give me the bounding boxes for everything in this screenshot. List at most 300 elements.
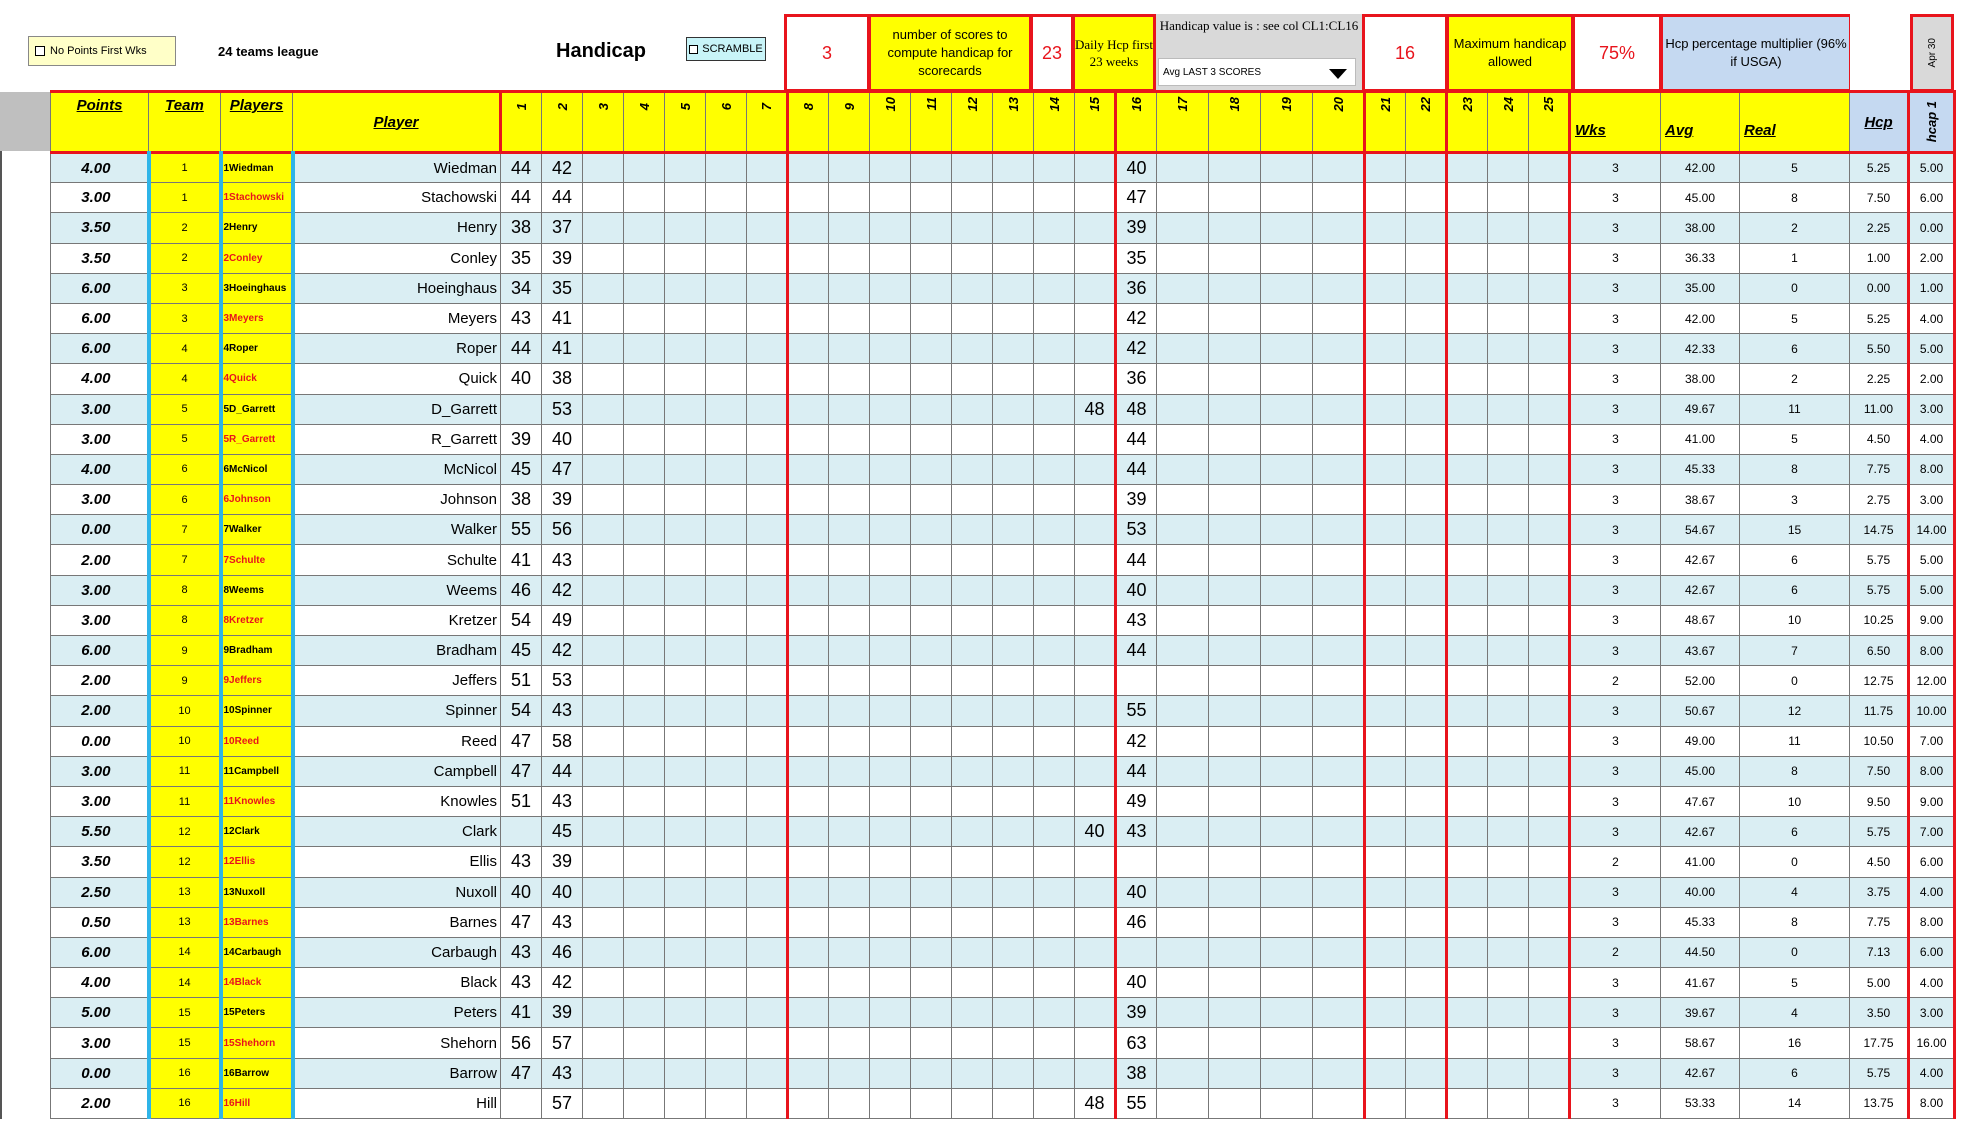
score-cell-week-11[interactable] [911,153,952,183]
score-cell-week-12[interactable] [952,968,993,998]
score-cell-week-19[interactable] [1261,515,1313,545]
team-cell[interactable]: 2 [149,213,221,243]
num-scores-cell[interactable]: 3 [784,14,870,92]
hcap1-cell[interactable]: 9.00 [1909,605,1955,635]
score-cell-week-2[interactable]: 37 [542,213,583,243]
score-cell-week-7[interactable] [747,696,788,726]
points-cell[interactable]: 3.50 [51,243,149,273]
hcp-cell[interactable]: 7.13 [1850,937,1909,967]
score-cell-week-3[interactable] [583,786,624,816]
wks-cell[interactable]: 3 [1570,394,1661,424]
score-cell-week-21[interactable] [1365,666,1406,696]
score-cell-week-17[interactable] [1157,364,1209,394]
score-cell-week-23[interactable] [1447,334,1488,364]
real-cell[interactable]: 14 [1740,1088,1850,1118]
score-cell-week-10[interactable] [870,575,911,605]
score-cell-week-24[interactable] [1488,183,1529,213]
player-name-cell[interactable]: Wiedman [293,153,501,183]
score-cell-week-23[interactable] [1447,243,1488,273]
col-points[interactable]: Points [51,92,149,153]
score-cell-week-23[interactable] [1447,847,1488,877]
score-cell-week-10[interactable] [870,183,911,213]
score-cell-week-12[interactable] [952,1058,993,1088]
player-name-cell[interactable]: Hoeinghaus [293,273,501,303]
score-cell-week-17[interactable] [1157,1058,1209,1088]
score-cell-week-17[interactable] [1157,817,1209,847]
score-cell-week-6[interactable] [706,786,747,816]
score-cell-week-20[interactable] [1313,756,1365,786]
score-cell-week-16[interactable]: 40 [1116,877,1157,907]
score-cell-week-16[interactable]: 48 [1116,394,1157,424]
score-cell-week-16[interactable]: 47 [1116,183,1157,213]
player-name-cell[interactable]: Weems [293,575,501,605]
score-cell-week-6[interactable] [706,243,747,273]
score-cell-week-13[interactable] [993,545,1034,575]
score-cell-week-4[interactable] [624,153,665,183]
score-cell-week-18[interactable] [1209,1028,1261,1058]
score-cell-week-13[interactable] [993,937,1034,967]
score-cell-week-10[interactable] [870,937,911,967]
score-cell-week-17[interactable] [1157,937,1209,967]
avg-cell[interactable]: 49.67 [1661,394,1740,424]
score-cell-week-8[interactable] [788,424,829,454]
score-cell-week-14[interactable] [1034,937,1075,967]
avg-cell[interactable]: 40.00 [1661,877,1740,907]
score-cell-week-14[interactable] [1034,1088,1075,1118]
score-cell-week-21[interactable] [1365,334,1406,364]
points-cell[interactable]: 3.50 [51,213,149,243]
score-cell-week-1[interactable]: 47 [501,756,542,786]
score-cell-week-5[interactable] [665,968,706,998]
score-cell-week-19[interactable] [1261,1028,1313,1058]
score-cell-week-18[interactable] [1209,937,1261,967]
wks-cell[interactable]: 3 [1570,696,1661,726]
players-cell[interactable]: 5D_Garrett [221,394,293,424]
player-name-cell[interactable]: Clark [293,817,501,847]
scramble-checkbox[interactable] [686,37,766,61]
real-cell[interactable]: 6 [1740,545,1850,575]
score-cell-week-23[interactable] [1447,696,1488,726]
col-week-1[interactable] [501,92,542,153]
score-cell-week-5[interactable] [665,364,706,394]
score-cell-week-25[interactable] [1529,303,1570,333]
score-cell-week-7[interactable] [747,1058,788,1088]
team-cell[interactable]: 13 [149,907,221,937]
score-cell-week-1[interactable] [501,817,542,847]
score-cell-week-18[interactable] [1209,877,1261,907]
score-cell-week-23[interactable] [1447,907,1488,937]
score-cell-week-3[interactable] [583,1058,624,1088]
player-name-cell[interactable]: Nuxoll [293,877,501,907]
score-cell-week-23[interactable] [1447,1028,1488,1058]
score-cell-week-6[interactable] [706,726,747,756]
score-cell-week-14[interactable] [1034,666,1075,696]
player-name-cell[interactable]: Stachowski [293,183,501,213]
hcp-cell[interactable]: 7.75 [1850,907,1909,937]
score-cell-week-11[interactable] [911,243,952,273]
col-week-20[interactable] [1313,92,1365,153]
score-cell-week-6[interactable] [706,213,747,243]
player-name-cell[interactable]: Hill [293,1088,501,1118]
score-cell-week-1[interactable]: 47 [501,726,542,756]
score-cell-week-21[interactable] [1365,1088,1406,1118]
score-cell-week-13[interactable] [993,696,1034,726]
score-cell-week-15[interactable] [1075,847,1116,877]
score-cell-week-19[interactable] [1261,334,1313,364]
score-cell-week-14[interactable] [1034,636,1075,666]
score-cell-week-25[interactable] [1529,515,1570,545]
team-cell[interactable]: 3 [149,273,221,303]
score-cell-week-25[interactable] [1529,1058,1570,1088]
wks-cell[interactable]: 3 [1570,364,1661,394]
score-cell-week-22[interactable] [1406,605,1447,635]
score-cell-week-3[interactable] [583,273,624,303]
score-cell-week-16[interactable]: 43 [1116,605,1157,635]
score-cell-week-7[interactable] [747,877,788,907]
score-cell-week-14[interactable] [1034,998,1075,1028]
real-cell[interactable]: 0 [1740,937,1850,967]
avg-cell[interactable]: 50.67 [1661,696,1740,726]
score-cell-week-8[interactable] [788,334,829,364]
score-cell-week-6[interactable] [706,454,747,484]
team-cell[interactable]: 14 [149,968,221,998]
score-cell-week-16[interactable]: 40 [1116,575,1157,605]
avg-cell[interactable]: 38.00 [1661,364,1740,394]
score-cell-week-24[interactable] [1488,1088,1529,1118]
score-cell-week-25[interactable] [1529,1028,1570,1058]
score-cell-week-12[interactable] [952,243,993,273]
team-cell[interactable]: 7 [149,545,221,575]
score-cell-week-7[interactable] [747,575,788,605]
score-cell-week-15[interactable] [1075,1028,1116,1058]
col-week-2[interactable] [542,92,583,153]
wks-cell[interactable]: 3 [1570,968,1661,998]
score-cell-week-24[interactable] [1488,937,1529,967]
score-cell-week-17[interactable] [1157,666,1209,696]
score-cell-week-13[interactable] [993,786,1034,816]
score-cell-week-17[interactable] [1157,605,1209,635]
score-cell-week-3[interactable] [583,998,624,1028]
score-cell-week-25[interactable] [1529,364,1570,394]
score-cell-week-21[interactable] [1365,303,1406,333]
score-cell-week-15[interactable] [1075,696,1116,726]
score-cell-week-17[interactable] [1157,183,1209,213]
score-cell-week-12[interactable] [952,273,993,303]
score-cell-week-18[interactable] [1209,605,1261,635]
score-cell-week-7[interactable] [747,334,788,364]
daily-hcp-weeks-cell[interactable]: 23 [1030,14,1074,92]
score-cell-week-23[interactable] [1447,877,1488,907]
score-cell-week-21[interactable] [1365,696,1406,726]
points-cell[interactable]: 0.00 [51,1058,149,1088]
hcp-cell[interactable]: 12.75 [1850,666,1909,696]
players-cell[interactable]: 4Roper [221,334,293,364]
score-cell-week-5[interactable] [665,817,706,847]
score-cell-week-24[interactable] [1488,515,1529,545]
player-name-cell[interactable]: Reed [293,726,501,756]
score-cell-week-11[interactable] [911,1028,952,1058]
team-cell[interactable]: 15 [149,1028,221,1058]
player-name-cell[interactable]: Knowles [293,786,501,816]
score-cell-week-13[interactable] [993,394,1034,424]
score-cell-week-4[interactable] [624,786,665,816]
player-name-cell[interactable]: Walker [293,515,501,545]
chevron-down-icon[interactable] [1329,69,1347,79]
hcap1-cell[interactable]: 8.00 [1909,907,1955,937]
score-cell-week-13[interactable] [993,183,1034,213]
points-cell[interactable]: 3.00 [51,575,149,605]
score-cell-week-5[interactable] [665,1088,706,1118]
score-cell-week-25[interactable] [1529,545,1570,575]
score-cell-week-22[interactable] [1406,424,1447,454]
real-cell[interactable]: 0 [1740,666,1850,696]
score-cell-week-9[interactable] [829,1088,870,1118]
score-cell-week-14[interactable] [1034,545,1075,575]
wks-cell[interactable]: 3 [1570,243,1661,273]
score-cell-week-21[interactable] [1365,243,1406,273]
score-cell-week-15[interactable] [1075,605,1116,635]
score-cell-week-17[interactable] [1157,877,1209,907]
avg-cell[interactable]: 42.33 [1661,334,1740,364]
score-cell-week-25[interactable] [1529,273,1570,303]
score-cell-week-15[interactable] [1075,334,1116,364]
wks-cell[interactable]: 3 [1570,213,1661,243]
score-cell-week-18[interactable] [1209,153,1261,183]
player-name-cell[interactable]: Peters [293,998,501,1028]
score-cell-week-8[interactable] [788,998,829,1028]
score-cell-week-21[interactable] [1365,515,1406,545]
score-cell-week-13[interactable] [993,605,1034,635]
score-cell-week-15[interactable] [1075,968,1116,998]
score-cell-week-19[interactable] [1261,726,1313,756]
score-cell-week-8[interactable] [788,454,829,484]
score-cell-week-18[interactable] [1209,666,1261,696]
team-cell[interactable]: 10 [149,726,221,756]
score-cell-week-11[interactable] [911,213,952,243]
score-cell-week-13[interactable] [993,243,1034,273]
score-cell-week-2[interactable]: 42 [542,968,583,998]
score-cell-week-11[interactable] [911,937,952,967]
hcap1-cell[interactable]: 5.00 [1909,545,1955,575]
score-cell-week-5[interactable] [665,998,706,1028]
score-cell-week-18[interactable] [1209,424,1261,454]
score-cell-week-16[interactable]: 44 [1116,545,1157,575]
score-cell-week-7[interactable] [747,968,788,998]
score-cell-week-12[interactable] [952,726,993,756]
col-week-12[interactable] [952,92,993,153]
score-cell-week-7[interactable] [747,273,788,303]
players-cell[interactable]: 4Quick [221,364,293,394]
score-cell-week-23[interactable] [1447,817,1488,847]
score-cell-week-22[interactable] [1406,696,1447,726]
checkbox-box[interactable] [35,46,45,56]
score-cell-week-3[interactable] [583,153,624,183]
col-week-13[interactable] [993,92,1034,153]
team-cell[interactable]: 16 [149,1058,221,1088]
real-cell[interactable]: 6 [1740,1058,1850,1088]
score-cell-week-21[interactable] [1365,545,1406,575]
score-cell-week-23[interactable] [1447,515,1488,545]
score-cell-week-25[interactable] [1529,213,1570,243]
points-cell[interactable]: 3.00 [51,756,149,786]
score-cell-week-18[interactable] [1209,786,1261,816]
score-cell-week-12[interactable] [952,485,993,515]
score-cell-week-4[interactable] [624,817,665,847]
score-cell-week-23[interactable] [1447,666,1488,696]
score-cell-week-19[interactable] [1261,786,1313,816]
score-cell-week-1[interactable]: 40 [501,877,542,907]
score-cell-week-5[interactable] [665,1058,706,1088]
score-cell-week-2[interactable]: 43 [542,696,583,726]
score-cell-week-22[interactable] [1406,968,1447,998]
score-cell-week-22[interactable] [1406,998,1447,1028]
score-cell-week-5[interactable] [665,545,706,575]
score-cell-week-21[interactable] [1365,786,1406,816]
wks-cell[interactable]: 2 [1570,666,1661,696]
team-cell[interactable]: 11 [149,756,221,786]
real-cell[interactable]: 6 [1740,817,1850,847]
score-cell-week-8[interactable] [788,726,829,756]
score-cell-week-18[interactable] [1209,847,1261,877]
score-cell-week-16[interactable] [1116,847,1157,877]
score-cell-week-1[interactable]: 54 [501,696,542,726]
score-cell-week-19[interactable] [1261,1058,1313,1088]
score-cell-week-25[interactable] [1529,877,1570,907]
score-cell-week-20[interactable] [1313,1088,1365,1118]
score-cell-week-17[interactable] [1157,1028,1209,1058]
player-name-cell[interactable]: Carbaugh [293,937,501,967]
score-cell-week-5[interactable] [665,454,706,484]
team-cell[interactable]: 12 [149,817,221,847]
hcp-cell[interactable]: 5.25 [1850,303,1909,333]
players-cell[interactable]: 15Shehorn [221,1028,293,1058]
hcp-cell[interactable]: 9.50 [1850,786,1909,816]
score-cell-week-19[interactable] [1261,877,1313,907]
score-cell-week-8[interactable] [788,877,829,907]
wks-cell[interactable]: 3 [1570,545,1661,575]
score-cell-week-1[interactable]: 44 [501,183,542,213]
score-cell-week-2[interactable]: 40 [542,877,583,907]
score-cell-week-16[interactable]: 44 [1116,636,1157,666]
score-cell-week-25[interactable] [1529,847,1570,877]
score-cell-week-22[interactable] [1406,1088,1447,1118]
score-cell-week-24[interactable] [1488,424,1529,454]
score-cell-week-10[interactable] [870,907,911,937]
score-cell-week-9[interactable] [829,153,870,183]
score-cell-week-16[interactable] [1116,937,1157,967]
score-cell-week-7[interactable] [747,1088,788,1118]
score-cell-week-1[interactable]: 43 [501,937,542,967]
score-cell-week-10[interactable] [870,303,911,333]
score-cell-week-14[interactable] [1034,303,1075,333]
score-cell-week-15[interactable] [1075,424,1116,454]
score-cell-week-5[interactable] [665,303,706,333]
score-cell-week-5[interactable] [665,153,706,183]
score-cell-week-1[interactable]: 47 [501,907,542,937]
score-cell-week-13[interactable] [993,575,1034,605]
score-cell-week-22[interactable] [1406,273,1447,303]
score-cell-week-11[interactable] [911,605,952,635]
score-cell-week-3[interactable] [583,575,624,605]
score-cell-week-1[interactable]: 41 [501,545,542,575]
hcap1-cell[interactable]: 6.00 [1909,937,1955,967]
score-cell-week-24[interactable] [1488,454,1529,484]
score-cell-week-12[interactable] [952,334,993,364]
score-cell-week-10[interactable] [870,726,911,756]
team-cell[interactable]: 13 [149,877,221,907]
score-cell-week-4[interactable] [624,394,665,424]
score-cell-week-8[interactable] [788,394,829,424]
score-cell-week-11[interactable] [911,907,952,937]
points-cell[interactable]: 6.00 [51,937,149,967]
score-cell-week-16[interactable]: 39 [1116,485,1157,515]
points-cell[interactable]: 2.00 [51,696,149,726]
score-cell-week-21[interactable] [1365,847,1406,877]
score-cell-week-17[interactable] [1157,968,1209,998]
avg-cell[interactable]: 58.67 [1661,1028,1740,1058]
score-cell-week-14[interactable] [1034,575,1075,605]
score-cell-week-2[interactable]: 35 [542,273,583,303]
score-cell-week-12[interactable] [952,696,993,726]
score-cell-week-23[interactable] [1447,153,1488,183]
score-cell-week-3[interactable] [583,303,624,333]
avg-cell[interactable]: 42.67 [1661,817,1740,847]
score-cell-week-15[interactable] [1075,364,1116,394]
score-cell-week-5[interactable] [665,726,706,756]
player-name-cell[interactable]: Kretzer [293,605,501,635]
score-cell-week-24[interactable] [1488,907,1529,937]
score-cell-week-16[interactable]: 35 [1116,243,1157,273]
score-cell-week-20[interactable] [1313,545,1365,575]
hcp-cell[interactable]: 7.50 [1850,756,1909,786]
score-cell-week-11[interactable] [911,726,952,756]
score-cell-week-7[interactable] [747,303,788,333]
score-cell-week-13[interactable] [993,907,1034,937]
score-cell-week-7[interactable] [747,907,788,937]
score-cell-week-22[interactable] [1406,485,1447,515]
score-cell-week-22[interactable] [1406,515,1447,545]
player-name-cell[interactable]: Johnson [293,485,501,515]
score-cell-week-25[interactable] [1529,937,1570,967]
max-hcp-cell[interactable]: 16 [1362,14,1448,92]
score-cell-week-9[interactable] [829,817,870,847]
score-cell-week-18[interactable] [1209,1058,1261,1088]
score-cell-week-1[interactable]: 56 [501,1028,542,1058]
score-cell-week-16[interactable]: 42 [1116,303,1157,333]
score-cell-week-10[interactable] [870,817,911,847]
players-cell[interactable]: 16Barrow [221,1058,293,1088]
score-cell-week-18[interactable] [1209,364,1261,394]
score-cell-week-7[interactable] [747,454,788,484]
score-cell-week-9[interactable] [829,998,870,1028]
score-cell-week-9[interactable] [829,756,870,786]
score-cell-week-2[interactable]: 49 [542,605,583,635]
score-cell-week-4[interactable] [624,998,665,1028]
score-cell-week-22[interactable] [1406,817,1447,847]
avg-cell[interactable]: 38.67 [1661,485,1740,515]
score-cell-week-7[interactable] [747,1028,788,1058]
score-cell-week-21[interactable] [1365,968,1406,998]
score-cell-week-12[interactable] [952,394,993,424]
score-cell-week-16[interactable]: 42 [1116,726,1157,756]
score-cell-week-11[interactable] [911,877,952,907]
wks-cell[interactable]: 3 [1570,756,1661,786]
players-cell[interactable]: 9Jeffers [221,666,293,696]
score-cell-week-17[interactable] [1157,424,1209,454]
points-cell[interactable]: 3.00 [51,605,149,635]
score-cell-week-23[interactable] [1447,394,1488,424]
team-cell[interactable]: 4 [149,334,221,364]
